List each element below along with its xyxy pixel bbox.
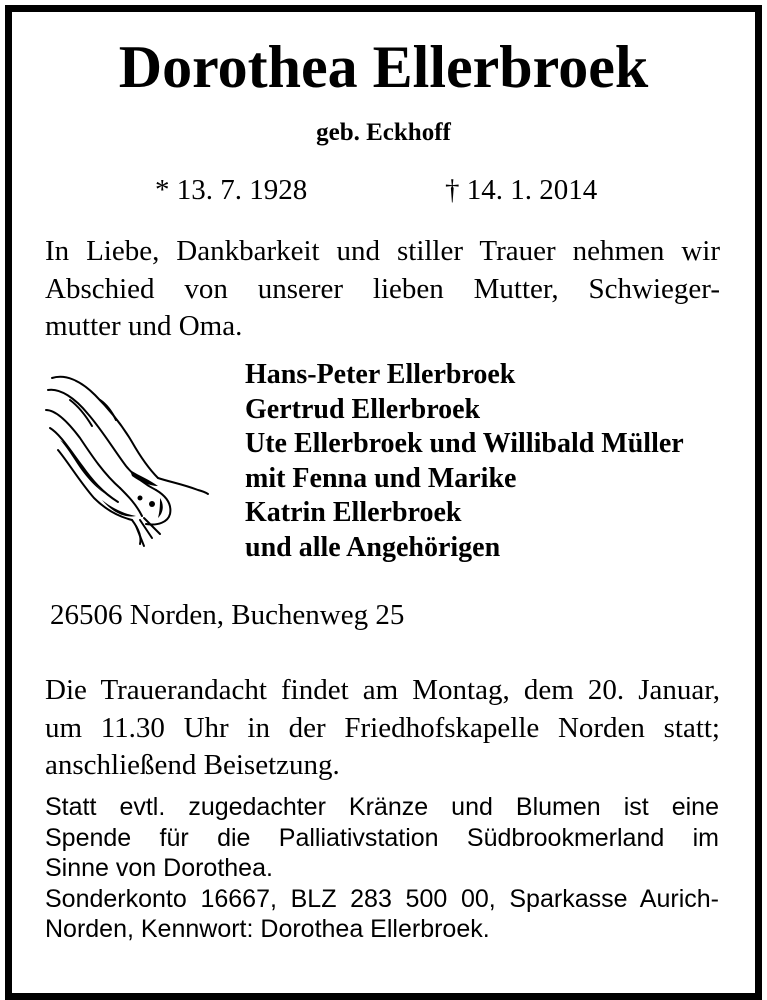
- donation-line: Spende für die Palliativstation Südbrookmerland im: [45, 823, 719, 852]
- donation-line: Sonderkonto 16667, BLZ 283 500 00, Sparkasse Aurich-: [45, 884, 719, 913]
- service-line: um 11.30 Uhr in der Friedhofskapelle Norden statt;: [45, 711, 720, 744]
- donation-text: [45, 792, 719, 945]
- mourner-name: Gertrud Ellerbroek: [245, 393, 481, 425]
- family-address: 26506 Norden, Buchenweg 25: [50, 599, 405, 631]
- service-line: anschließend Beisetzung.: [45, 749, 340, 781]
- intro-line: In Liebe, Dankbarkeit und stiller Trauer nehmen wir: [45, 235, 720, 267]
- mourners-list: [245, 358, 684, 565]
- praying-hands-icon: [40, 370, 210, 550]
- donation-line: Norden, Kennwort: Dorothea Ellerbroek.: [45, 915, 490, 943]
- mourner-name: mit Fenna und Marike: [245, 462, 517, 494]
- deceased-name: Dorothea Ellerbroek: [118, 34, 649, 100]
- birth-date: * 13. 7. 1928: [155, 174, 308, 206]
- mourner-name: Katrin Ellerbroek: [245, 497, 462, 528]
- death-date: † 14. 1. 2014: [445, 174, 598, 206]
- mourner-name: Ute Ellerbroek und Willibald Müller: [245, 428, 684, 459]
- mourner-name: und alle Angehörigen: [245, 531, 501, 563]
- donation-line: Statt evtl. zugedachter Kränze und Blumen ist eine: [45, 793, 719, 821]
- intro-line: Abschied von unserer lieben Mutter, Schwieger-: [45, 272, 720, 305]
- intro-text: [45, 233, 720, 346]
- intro-line: mutter und Oma.: [45, 310, 243, 342]
- mourner-name: Hans-Peter Ellerbroek: [245, 359, 516, 390]
- service-line: Die Trauerandacht findet am Montag, dem 20. Januar,: [45, 674, 720, 706]
- service-text: [45, 672, 720, 785]
- donation-line: Sinne von Dorothea.: [45, 854, 273, 882]
- maiden-name: geb. Eckhoff: [316, 119, 451, 146]
